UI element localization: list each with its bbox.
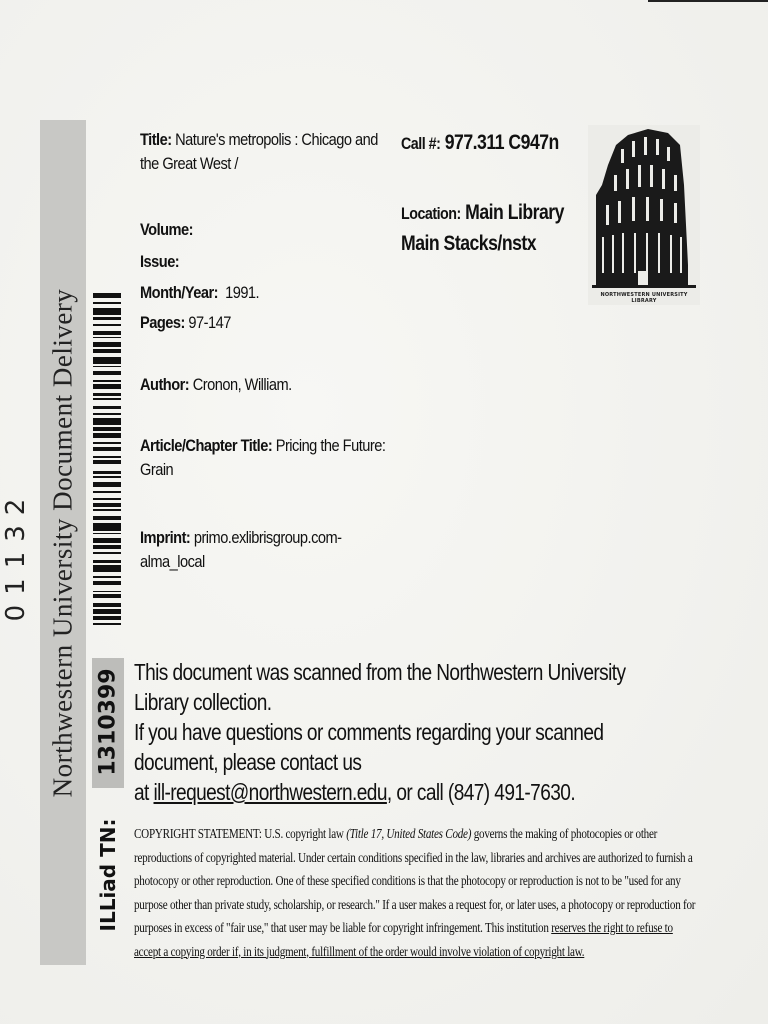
issue-label: Issue: <box>140 252 180 271</box>
author-value: Cronon, William. <box>192 375 292 394</box>
issue-field <box>140 250 179 274</box>
barcode-stripe <box>93 308 121 315</box>
library-building-icon <box>588 125 700 305</box>
month-year-value: 1991. <box>225 283 260 302</box>
copyright-part-2: governs the making of photocopies or other reproductions of copyrighted material. Under certain conditions specified in the law, libraries and archives are authorized to furnish a photocopy or other reproduction. One of these specified conditions is that the photocopy or reproduction is not to be "used for any purpose other than private study, scholarship, or research." If a user makes a request for, or later uses, a photocopy or reproduction for purposes in excess of "fair use," that user may be liable for copyright infringement. This institution <box>134 826 696 935</box>
author-label: Author: <box>140 375 190 394</box>
author-field <box>140 373 292 397</box>
barcode <box>93 293 121 633</box>
illiad-number: 1310399 <box>95 668 121 776</box>
notice-line-2: If you have questions or comments regarding your scanned document, please contact us <box>134 719 604 775</box>
article-value-cont: Grain <box>140 460 174 479</box>
copyright-reservation: reserves the right to refuse to accept a copying order if, in its judgment, fulfillment of the order would involve violation of copyright law. <box>134 920 673 959</box>
title-value-cont: the Great West / <box>140 154 238 173</box>
handwritten-number: 01132 <box>1 488 31 622</box>
copyright-statement <box>134 822 698 963</box>
pages-value: 97-147 <box>188 313 231 332</box>
copyright-law-citation: (Title 17, United States Code) <box>346 826 472 841</box>
notice-line-3-prefix: at <box>134 779 149 805</box>
volume-field <box>140 218 193 242</box>
pages-label: Pages: <box>140 313 185 332</box>
barcode-stripe <box>93 357 121 364</box>
article-label: Article/Chapter Title: <box>140 436 273 455</box>
barcode-stripe <box>93 464 121 471</box>
barcode-stripe <box>93 523 121 530</box>
imprint-value-cont: alma_local <box>140 552 205 571</box>
barcode-stripe <box>93 625 121 632</box>
title-label: Title: <box>140 130 172 149</box>
location-field <box>401 198 564 259</box>
volume-label: Volume: <box>140 220 193 239</box>
scan-notice <box>134 657 682 807</box>
location-value: Main Library <box>465 201 564 224</box>
copyright-part-1: COPYRIGHT STATEMENT: U.S. copyright law <box>134 826 344 841</box>
barcode-stripe <box>93 418 121 425</box>
contact-email-link[interactable]: ill-request@northwestern.edu <box>153 779 387 805</box>
month-year-label: Month/Year: <box>140 283 218 302</box>
barcode-stripe <box>93 565 121 572</box>
call-number-field <box>401 128 559 159</box>
call-number-label: Call #: <box>401 134 441 153</box>
month-year-field <box>140 281 259 305</box>
title-value: Nature's metropolis : Chicago and <box>175 130 378 149</box>
illiad-label: ILLiad TN: <box>96 818 120 932</box>
pages-field <box>140 311 231 335</box>
scan-edge-line <box>648 0 768 2</box>
imprint-value: primo.exlibrisgroup.com- <box>193 528 342 547</box>
notice-line-3-suffix: , or call (847) 491-7630. <box>386 779 576 805</box>
location-value-cont: Main Stacks/nstx <box>401 232 537 255</box>
logo-caption: NORTHWESTERN UNIVERSITY LIBRARY <box>600 292 688 304</box>
location-label: Location: <box>401 204 461 223</box>
side-banner-text: Northwestern University Document Delivery <box>47 288 78 798</box>
title-field <box>140 128 378 176</box>
imprint-field <box>140 526 342 574</box>
call-number-value: 977.311 C947n <box>444 131 559 154</box>
article-value: Pricing the Future: <box>275 436 386 455</box>
imprint-label: Imprint: <box>140 528 191 547</box>
notice-line-1: This document was scanned from the Northwestern University Library collection. <box>134 659 626 715</box>
article-field <box>140 434 385 482</box>
